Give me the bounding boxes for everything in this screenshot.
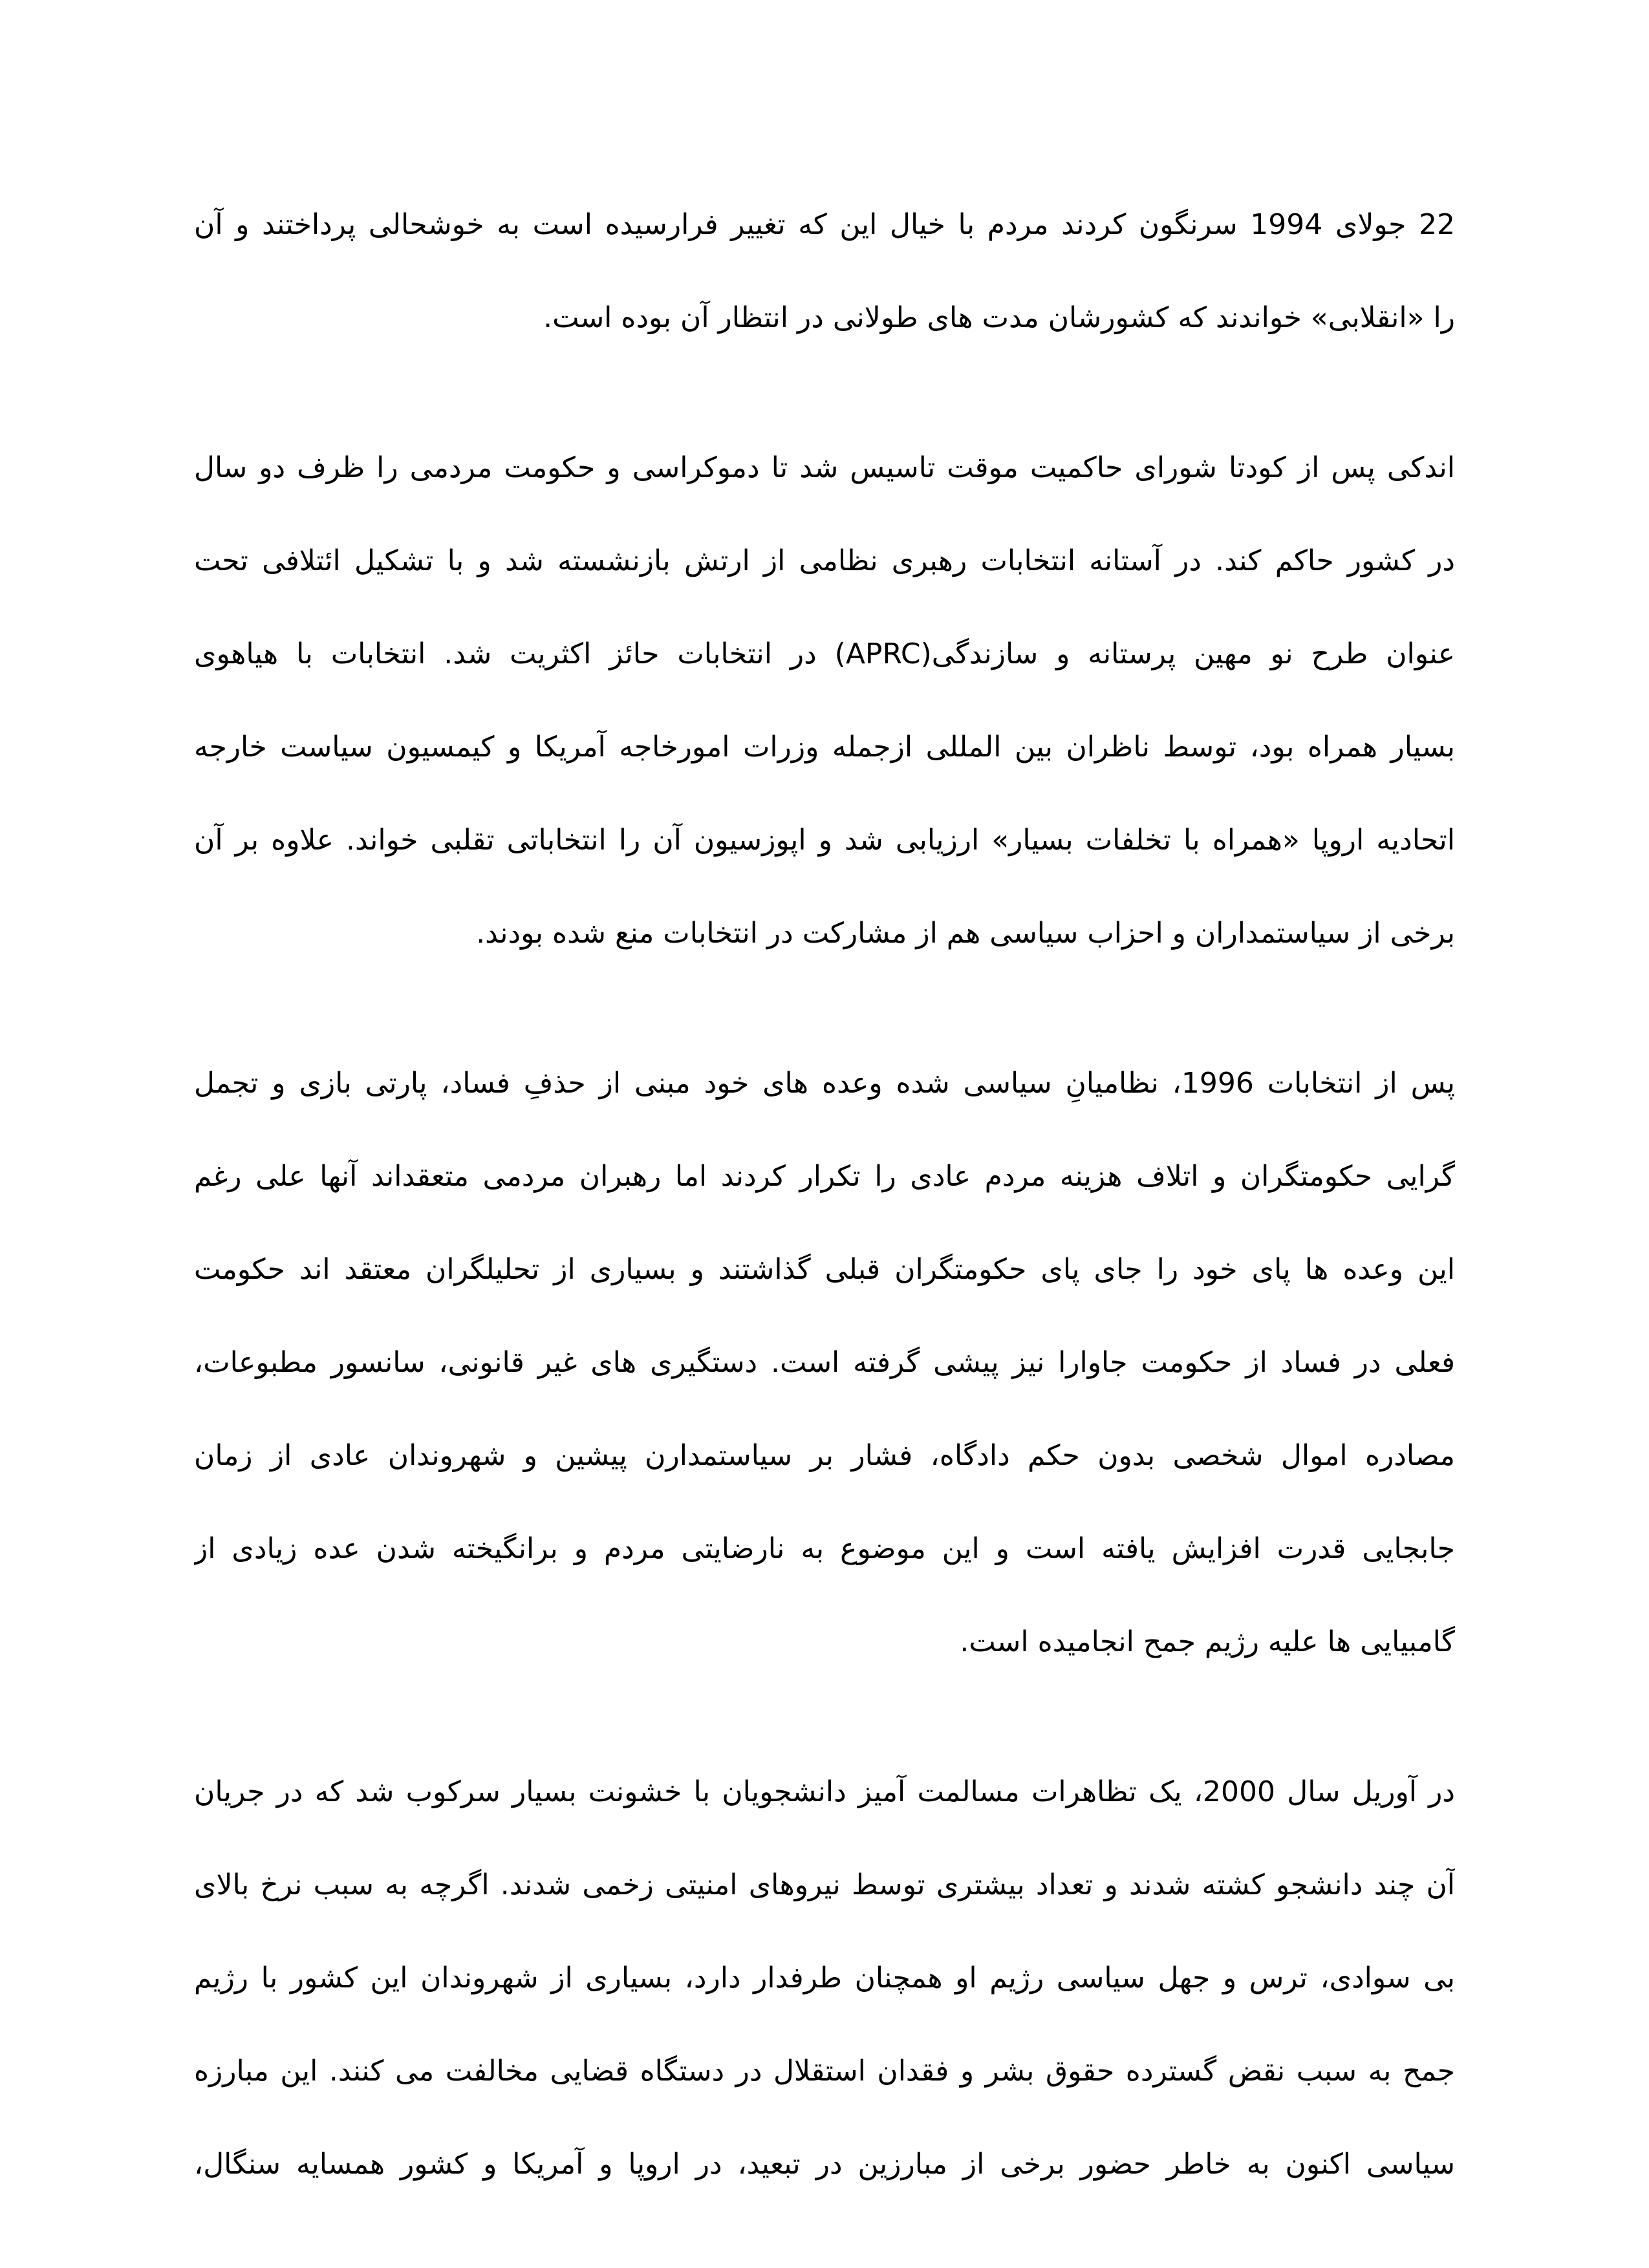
text-line: گرایی حکومتگران و اتلاف هزینه مردم عادی را تکرار کردند اما رهبران مردمی متعقداند آنها علی رغم (194, 1160, 1455, 1193)
paragraph-2 (194, 422, 1455, 980)
paragraph-1 (194, 178, 1455, 365)
text-line: اندکی پس از کودتا شورای حاکمیت موقت تاسیس شد تا دموکراسی و حکومت مردمی را ظرف دو سال (194, 451, 1455, 484)
text-line: بی سوادی، ترس و جهل سیاسی رژیم او همچنان طرفدار دارد، بسیاری از شهروندان این کشور با رژیم (194, 1962, 1455, 1995)
text-line: در آوریل سال 2000، یک تظاهرات مسالمت آمیز دانشجویان با خشونت بسیار سرکوب شد که در جریان (194, 1775, 1455, 1808)
text-line: پس از انتخابات 1996، نظامیانِ سیاسی شده وعده های خود مبنی از حذفِ فساد، پارتی بازی و تجمل (194, 1067, 1455, 1100)
text-line: این وعده ها پای خود را جای پای حکومتگران قبلی گذاشتند و بسیاری از تحلیلگران معتقد اند حکومت (194, 1253, 1455, 1286)
text-line: را «انقلابی» خواندند که کشورشان مدت های طولانی در انتظار آن بوده است. (543, 301, 1455, 334)
text-line: فعلی در فساد از حکومت جاوارا نیز پیشی گرفته است. دستگیری های غیر قانونی، سانسور مطبوعات، (194, 1346, 1455, 1379)
text-line: 22 جولای 1994 سرنگون کردند مردم با خیال این که تغییر فرارسیده است به خوشحالی پرداختند و آن (194, 208, 1455, 241)
text-line: جمح به سبب نقض گسترده حقوق بشر و فقدان استقلال در دستگاه قضایی مخالفت می کنند. این مبارزه (194, 2055, 1455, 2088)
text-line: مصادره اموال شخصی بدون حکم دادگاه، فشار بر سیاستمدارن پیشین و شهروندان عادی از زمان (194, 1439, 1455, 1472)
text-line: عنوان طرح نو مهین پرستانه و سازندگی(APRC) در انتخابات حائز اکثریت شد. انتخابات با هیاهوی (194, 637, 1455, 670)
text-line: بسیار همراه بود، توسط ناظران بین المللی ازجمله وزرات امورخاجه آمریکا و کیمسیون سیاست خارجه (194, 731, 1455, 764)
text-line: سیاسی اکنون به خاطر حضور برخی از مبارزین در تبعید، در اروپا و آمریکا و کشور همسایه سنگال، (194, 2148, 1455, 2181)
text-line: آن چند دانشجو کشته شدند و تعداد بیشتری توسط نیروهای امنیتی زخمی شدند. اگرچه به سبب نرخ بالای (194, 1868, 1455, 1901)
paragraph-4 (194, 1746, 1455, 2211)
text-line: برخی از سیاستمداران و احزاب سیاسی هم از مشارکت در انتخابات منع شده بودند. (476, 917, 1455, 950)
body-text (194, 178, 1455, 2268)
paragraph-3 (194, 1037, 1455, 1689)
text-line: اتحادیه اروپا «همراه با تخلفات بسیار» ارزیابی شد و اپوزسیون آن را انتخاباتی تقلبی خواند. علاوه بر آن (194, 824, 1455, 857)
text-line: جابجایی قدرت افزایش یافته است و این موضوع به نارضایتی مردم و برانگیخته شدن عده زیادی از (194, 1532, 1455, 1565)
text-line: گامبیایی ها علیه رژیم جمح انجامیده است. (960, 1625, 1455, 1658)
text-line: در کشور حاکم کند. در آستانه انتخابات رهبری نظامی از ارتش بازنشسته شد و با تشکیل ائتلافی تحت (194, 544, 1455, 577)
